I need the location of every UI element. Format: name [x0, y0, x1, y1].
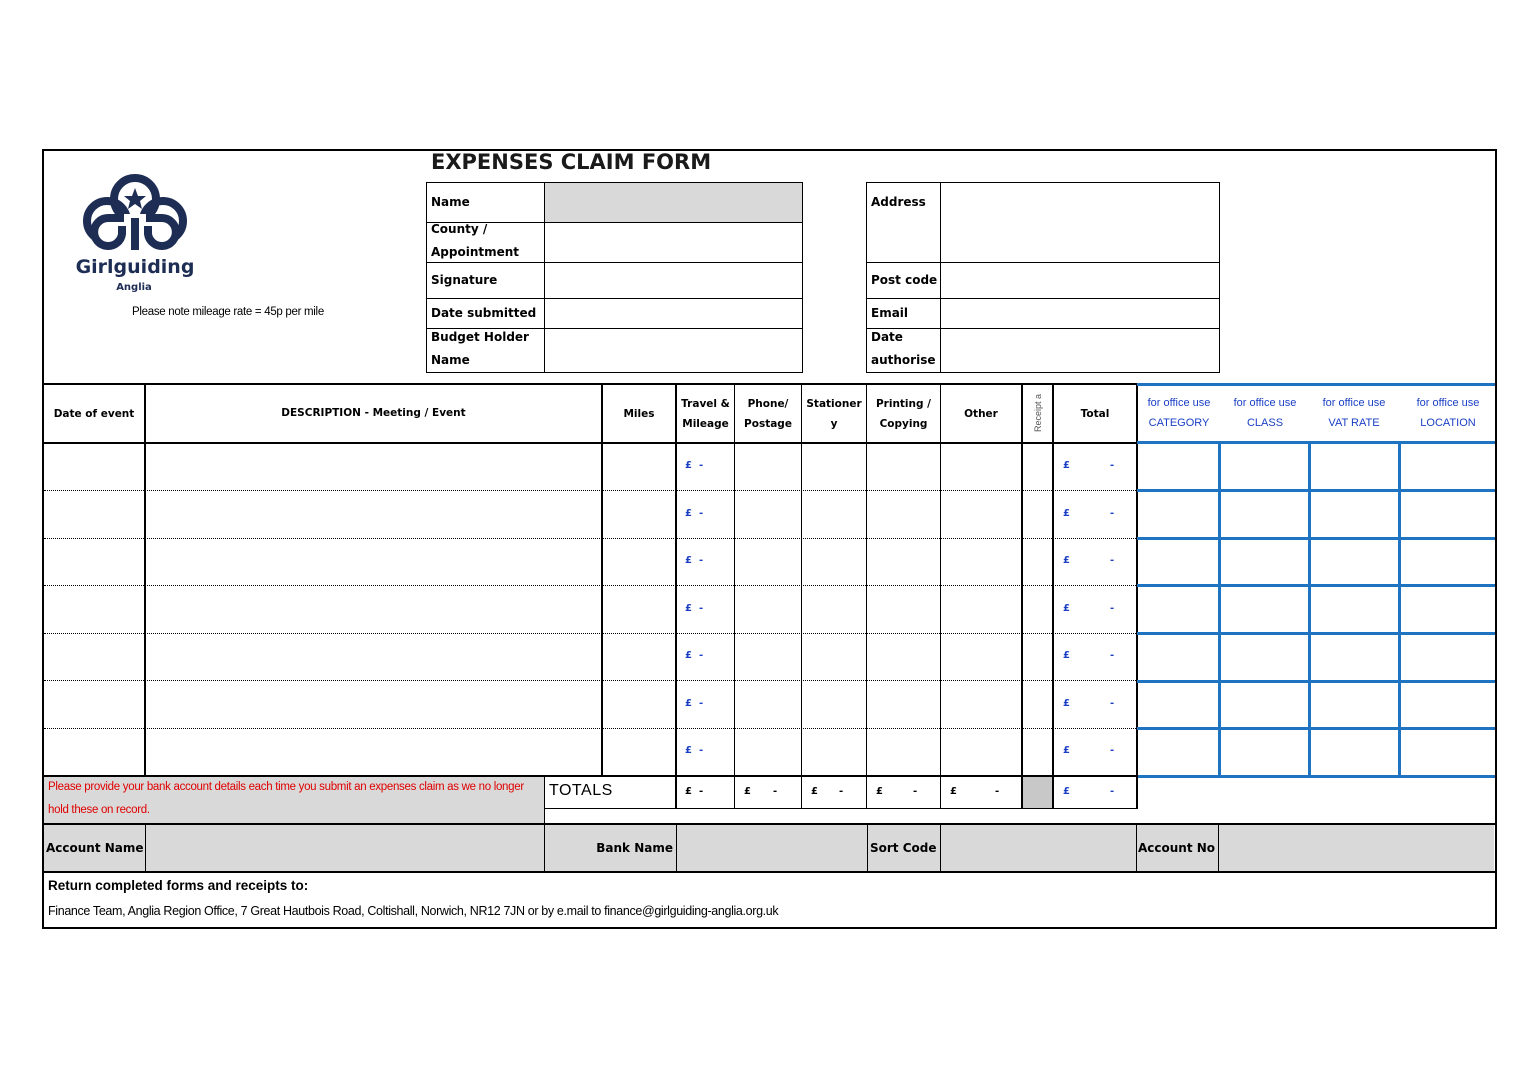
receipt-total-cell: [1023, 777, 1052, 808]
dash: -: [913, 786, 918, 797]
postcode-field[interactable]: [942, 264, 1218, 297]
mileage-note: Please note mileage rate = 45p per mile: [132, 306, 324, 318]
dash: -: [698, 603, 704, 614]
dash: -: [773, 786, 778, 797]
dash: -: [698, 460, 704, 471]
office-header-location: [1401, 393, 1495, 433]
dash: -: [698, 698, 704, 709]
header-total: Total: [1080, 407, 1110, 420]
currency-symbol: £: [685, 555, 692, 566]
office-header-line1: for office use: [1233, 397, 1297, 409]
logo-brand-text: Girlguiding: [75, 256, 195, 278]
dash: -: [698, 745, 704, 756]
office-grid: [1137, 383, 1495, 778]
dash: -: [698, 786, 704, 797]
col-line: [940, 384, 941, 809]
row-travel-value[interactable]: [685, 460, 725, 471]
header-stationery: [802, 385, 866, 442]
currency-symbol: £: [685, 786, 692, 797]
office-line: [1137, 775, 1495, 778]
divider: [867, 298, 1219, 299]
total-printing: [876, 786, 931, 797]
divider: [544, 776, 545, 824]
col-line: [1021, 384, 1023, 809]
col-line: [1052, 384, 1054, 809]
logo-region-text: Anglia: [116, 282, 152, 293]
dash: -: [1110, 650, 1115, 661]
currency-symbol: £: [685, 650, 692, 661]
header-printing: [867, 385, 940, 442]
currency-symbol: £: [1063, 650, 1070, 661]
office-line: [1398, 443, 1401, 777]
dash: -: [1110, 460, 1115, 471]
office-line: [1218, 443, 1221, 777]
divider: [676, 825, 677, 871]
currency-symbol: £: [1063, 698, 1070, 709]
currency-symbol: £: [1063, 786, 1070, 797]
row-separator: [44, 585, 1136, 586]
totals-label: TOTALS: [549, 782, 613, 799]
dash: -: [1110, 698, 1115, 709]
date-submitted-label: Date submitted: [431, 306, 537, 320]
office-line: [1137, 584, 1495, 587]
header-printing-line2: Copying: [879, 417, 928, 430]
total-other: [950, 786, 1010, 797]
office-line: [1137, 383, 1495, 386]
office-header-category: [1139, 393, 1219, 433]
office-header-line2: VAT RATE: [1328, 417, 1380, 429]
date-submitted-field[interactable]: [546, 300, 801, 327]
office-line: [1137, 489, 1495, 492]
dash: -: [698, 555, 704, 566]
office-header-line1: for office use: [1322, 397, 1386, 409]
currency-symbol: £: [1063, 745, 1070, 756]
account-no-label: Account No: [1138, 841, 1216, 855]
header-travel-line1: Travel &: [681, 397, 730, 410]
page-title: EXPENSES CLAIM FORM: [431, 150, 712, 174]
row-total-value: [1063, 745, 1123, 756]
row-total-value: [1063, 650, 1123, 661]
dash: -: [1110, 603, 1115, 614]
row-total-value: [1063, 508, 1123, 519]
office-header-vat-rate: [1311, 393, 1397, 433]
header-printing-line1: Printing /: [875, 397, 932, 410]
office-header-line2: LOCATION: [1420, 417, 1476, 429]
date-authorised-field[interactable]: [942, 330, 1218, 372]
postcode-label: Post code: [871, 273, 938, 287]
dash: -: [1110, 508, 1115, 519]
row-total-value: [1063, 603, 1123, 614]
header-phone-line2: Postage: [744, 417, 792, 430]
row-travel-value[interactable]: [685, 745, 725, 756]
currency-symbol: £: [811, 786, 818, 797]
currency-symbol: £: [1063, 508, 1070, 519]
office-header-line2: CATEGORY: [1148, 417, 1210, 429]
currency-symbol: £: [685, 603, 692, 614]
header-receipt-text: Receipt a: [1033, 393, 1043, 433]
divider: [427, 298, 802, 299]
account-no-field[interactable]: [1220, 826, 1493, 870]
office-line: [1308, 443, 1311, 777]
row-travel-value[interactable]: [685, 650, 725, 661]
row-travel-value[interactable]: [685, 698, 725, 709]
col-line: [734, 384, 735, 809]
address-label: Address: [871, 195, 926, 209]
dash: -: [1110, 786, 1115, 797]
col-line: [866, 384, 867, 809]
address-field[interactable]: [942, 184, 1218, 261]
divider: [1218, 825, 1219, 871]
budget-holder-label-line1: Budget Holder: [431, 330, 529, 344]
account-name-label: Account Name: [46, 841, 144, 855]
signature-field[interactable]: [546, 264, 801, 297]
row-travel-value[interactable]: [685, 603, 725, 614]
total-travel: [685, 786, 703, 797]
divider: [544, 183, 545, 372]
header-receipt: [1023, 385, 1052, 442]
name-field[interactable]: [545, 183, 802, 222]
bank-bottom-line: [43, 871, 1496, 873]
dash: -: [1110, 555, 1115, 566]
currency-symbol: £: [876, 786, 883, 797]
sort-code-field[interactable]: [942, 826, 1135, 870]
header-stationery-line2: y: [830, 417, 838, 430]
dash: -: [698, 650, 704, 661]
date-authorised-label-line1: Date: [871, 330, 903, 344]
email-field[interactable]: [942, 300, 1218, 327]
dash: -: [839, 786, 844, 797]
bank-name-field[interactable]: [678, 826, 866, 870]
currency-symbol: £: [1063, 460, 1070, 471]
budget-holder-label-line2: Name: [431, 353, 470, 367]
header-date: Date of event: [53, 407, 135, 420]
header-phone-line1: Phone/: [747, 397, 789, 410]
row-travel-value[interactable]: [685, 508, 725, 519]
office-header-line2: CLASS: [1246, 417, 1284, 429]
grand-total: [1063, 786, 1123, 797]
office-header-line1: for office use: [1416, 397, 1480, 409]
account-name-field[interactable]: [147, 826, 543, 870]
girlguiding-logo: [70, 168, 200, 298]
total-stationery: [811, 786, 861, 797]
divider: [145, 825, 146, 871]
name-label: Name: [431, 195, 470, 209]
return-address: Finance Team, Anglia Region Office, 7 Great Hautbois Road, Coltishall, Norwich, NR12 7JN or by e.mail to finance@girlguiding-anglia.org.uk: [48, 904, 779, 918]
col-line: [144, 384, 146, 776]
divider: [867, 262, 1219, 263]
office-header-line1: for office use: [1147, 397, 1211, 409]
row-total-value: [1063, 698, 1123, 709]
bank-name-label: Bank Name: [596, 841, 673, 855]
header-description: DESCRIPTION - Meeting / Event: [281, 406, 466, 419]
currency-symbol: £: [685, 745, 692, 756]
header-miles: Miles: [623, 407, 655, 420]
col-line: [675, 384, 677, 809]
currency-symbol: £: [685, 698, 692, 709]
county-label-line1: County /: [431, 222, 488, 236]
office-line: [1137, 537, 1495, 540]
date-authorised-label-line2: authorise: [871, 353, 936, 367]
divider: [867, 825, 868, 871]
county-field[interactable]: [546, 224, 801, 261]
currency-symbol: £: [744, 786, 751, 797]
office-line: [1137, 441, 1495, 444]
divider: [940, 825, 941, 871]
office-line: [1137, 680, 1495, 683]
divider: [867, 328, 1219, 329]
col-line: [801, 384, 802, 809]
sort-code-label: Sort Code: [870, 841, 937, 855]
row-separator: [44, 633, 1136, 634]
currency-symbol: £: [685, 508, 692, 519]
header-other: Other: [964, 407, 998, 420]
row-separator: [44, 680, 1136, 681]
total-phone: [744, 786, 794, 797]
office-header-class: [1222, 393, 1308, 433]
row-separator: [44, 490, 1136, 491]
header-travel-line2: Mileage: [682, 417, 729, 430]
currency-symbol: £: [1063, 603, 1070, 614]
row-travel-value[interactable]: [685, 555, 725, 566]
dash: -: [1110, 745, 1115, 756]
return-heading: Return completed forms and receipts to:: [48, 878, 309, 893]
dash: -: [995, 786, 1000, 797]
currency-symbol: £: [685, 460, 692, 471]
divider: [1136, 825, 1137, 871]
divider: [940, 183, 941, 372]
dash: -: [698, 508, 704, 519]
currency-symbol: £: [950, 786, 957, 797]
divider: [544, 825, 545, 871]
budget-holder-field[interactable]: [546, 330, 801, 372]
currency-symbol: £: [1063, 555, 1070, 566]
header-stationery-line1: Stationer: [806, 397, 862, 410]
trefoil-icon: [70, 168, 200, 258]
row-separator: [44, 538, 1136, 539]
office-line: [1137, 727, 1495, 730]
col-line: [601, 384, 603, 776]
table-header-bottom-line: [43, 442, 1137, 444]
county-label-line2: Appointment: [431, 245, 520, 259]
bank-note: Please provide your bank account details each time you submit an expenses claim as we no longer hold these on record.: [48, 781, 524, 816]
signature-label: Signature: [431, 273, 498, 287]
row-separator: [44, 728, 1136, 729]
header-phone: [735, 385, 801, 442]
header-travel: [677, 385, 734, 442]
office-line: [1137, 632, 1495, 635]
row-total-value: [1063, 555, 1123, 566]
email-label: Email: [871, 306, 909, 320]
row-total-value: [1063, 460, 1123, 471]
